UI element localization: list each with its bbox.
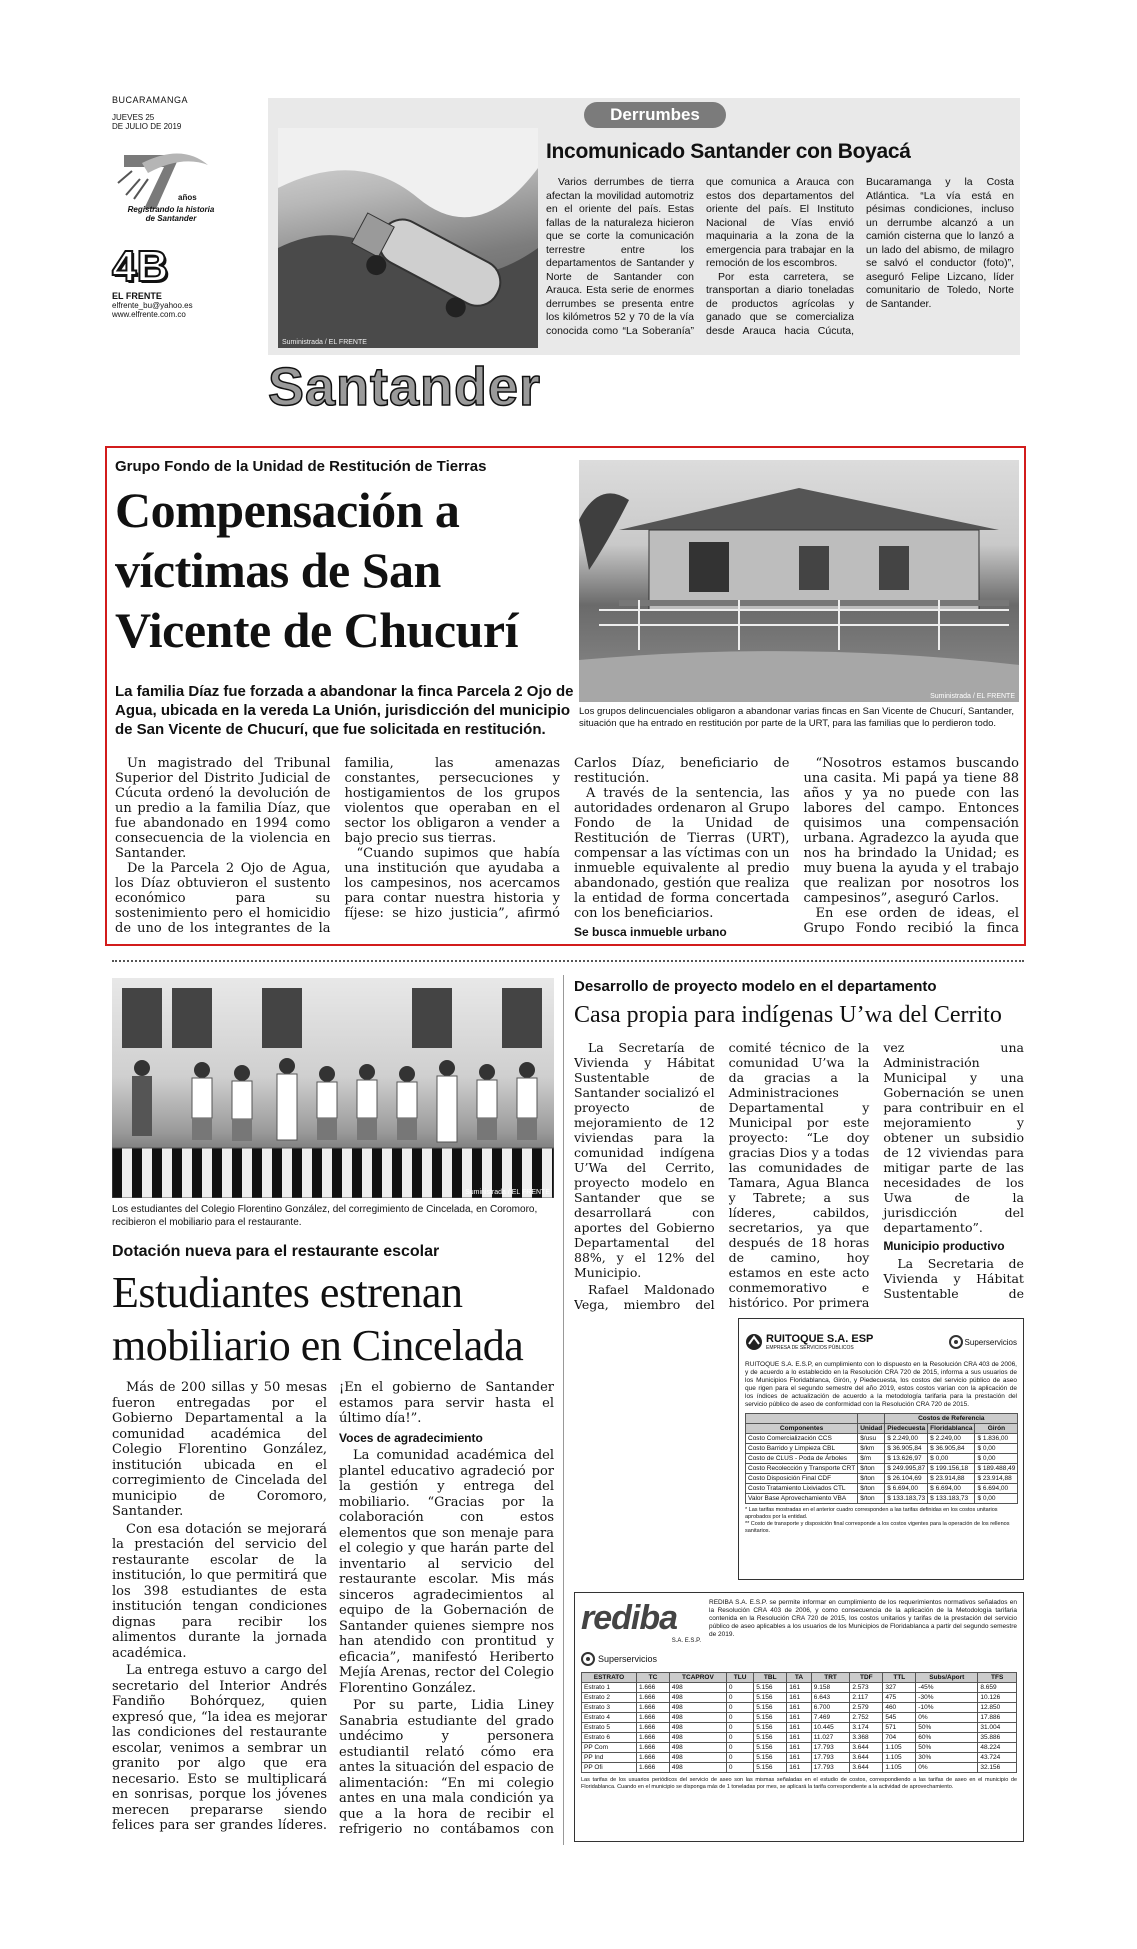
table-cell: 8.659 [978, 1683, 1017, 1693]
casa-paragraph: La Secretaria de Vivienda y Hábitat Sustentable de [883, 1256, 1024, 1301]
table-cell: 0% [916, 1713, 978, 1723]
compensacion-kicker: Grupo Fondo de la Unidad de Restitución de Tierras [115, 458, 487, 475]
table-cell: 12.850 [978, 1703, 1017, 1713]
table-row [746, 1494, 1018, 1504]
compensacion-title: Compensación a víctimas de San Vicente de Chucurí [115, 482, 518, 658]
table-cell: 1.105 [883, 1753, 916, 1763]
table-cell: $ 199.156,18 [928, 1464, 975, 1474]
table-cell: 60% [916, 1733, 978, 1743]
table-cell: 6.643 [811, 1693, 850, 1703]
rediba-notes: Las tarifas de los usuarios periódicos del servicio de aseo son las mismas señaladas en el estudio de costos, correspondiendo a las tarifas de aseo en el municipio de Floridablanca. Cuando en el municipio se disponga más de 1 toneladas por mes, se aplicará la tarifa correspondiente a la actividad de aprovechamiento. [581, 1777, 1017, 1790]
casa-paragraph: La Secretaría de Vivienda y Hábitat Sustentable de Santander socializó el proyecto de mejoramiento de 12 viviendas para la comunidad indígena U’Wa del Cerrito, proyecto modelo en Santander que se desarrollará con aportes del Gobierno Departamental del 88%, y el 12% del Municipio. [574, 1040, 715, 1280]
table-cell: 498 [669, 1733, 726, 1743]
casa-kicker: Desarrollo de proyecto modelo en el departamento [574, 978, 937, 995]
table-cell: Costo Disposición Final CDF [746, 1474, 858, 1484]
table-cell: $ 1.836,00 [975, 1434, 1018, 1444]
page-number: 4B [112, 242, 169, 291]
masthead [112, 95, 272, 319]
ruitoque-table [745, 1413, 1018, 1504]
table-cell: $/km [858, 1444, 885, 1454]
table-cell: 2.752 [850, 1713, 883, 1723]
table-cell: 10.126 [978, 1693, 1017, 1703]
table-cell: 498 [669, 1693, 726, 1703]
table-cell: 3.174 [850, 1723, 883, 1733]
table-cell: 5.156 [754, 1753, 787, 1763]
table-cell: Costo Barrido y Limpieza CBL [746, 1444, 858, 1454]
students-paragraph: La entrega estuvo a cargo del secretario del Interior Andrés Fandiño Bohórquez, quien expresó que, “la idea es mejorar las condiciones del restaurante escolar, venimos a sembrar un granito por algo que era necesario. Esto se multiplicará en sonrisas, porque los jóvenes merecen prepararse siendo felices para ser grandes líderes. ¡En el gobierno de Santander estamos para servir hasta el último día!”. [112, 1380, 554, 1833]
table-cell: Costo de CLUS - Poda de Árboles [746, 1454, 858, 1464]
table-cell: $ 6.694,00 [975, 1484, 1018, 1494]
table-cell: 48.224 [978, 1743, 1017, 1753]
table-row [746, 1474, 1018, 1484]
casa-title: Casa propia para indígenas U’wa del Cerrito [574, 1002, 1002, 1028]
table-cell: 498 [669, 1723, 726, 1733]
tanker-truck-image [278, 128, 538, 348]
table-row [746, 1464, 1018, 1474]
casa-subheading: Municipio productivo [883, 1239, 1005, 1253]
column-rule [563, 975, 564, 1845]
table-cell: $ 0,00 [975, 1494, 1018, 1504]
superservicios-icon [581, 1652, 595, 1666]
table-header: Piedecuesta [885, 1424, 928, 1434]
paper-name: EL FRENTE [112, 291, 162, 301]
table-cell: 10.445 [811, 1723, 850, 1733]
table-cell: 5.156 [754, 1733, 787, 1743]
table-cell: $ 189.488,49 [975, 1464, 1018, 1474]
table-cell: 161 [787, 1703, 812, 1713]
table-cell: 0 [726, 1723, 753, 1733]
table-cell: 35.886 [978, 1733, 1017, 1743]
compensacion-paragraph: A través de la sentencia, las autoridades ordenaron al Grupo Fondo de la Unidad de Restitución de Tierras (URT), compensar a las víctimas con un inmueble equivalente al predio abandonado, gestión que realiza la entidad de forma concertada con los beneficiarios. [574, 786, 790, 921]
table-cell: 161 [787, 1693, 812, 1703]
derrumbes-box [268, 98, 1020, 355]
table-cell: Costo Comercialización CCS [746, 1434, 858, 1444]
table-cell: 5.156 [754, 1723, 787, 1733]
table-cell: 498 [669, 1683, 726, 1693]
table-cell: 11.027 [811, 1733, 850, 1743]
table-cell: 498 [669, 1713, 726, 1723]
table-cell: 460 [883, 1703, 916, 1713]
table-cell: 0 [726, 1703, 753, 1713]
table-cell: $ 133.183,73 [885, 1494, 928, 1504]
rediba-logo-sub: S.A. E.S.P. [671, 1638, 701, 1644]
table-cell: 9.158 [811, 1683, 850, 1693]
ruitoque-text: RUITOQUE S.A. E.S.P, en cumplimiento con lo dispuesto en la Resolución CRA 403 de 2006, y de acuerdo a lo establecido en la Resolución CRA 720 de 2015, informa a sus usuarios de los Municipios Floridablanca, Girón, y Piedecuesta, los costos del servicio público de aseo que rigen para el segundo semestre del año 2019, estos costos varían con la aplicación de los índices de actualización de acuerdo a la metodología tarifaria para la prestación del servicio público de aseo de conformidad con la Resolución CRA 720 de 2015. [745, 1361, 1017, 1408]
table-cell: -10% [916, 1703, 978, 1713]
table-cell: 1.666 [636, 1703, 669, 1713]
derrumbes-credit: Suministrada / EL FRENTE [282, 339, 367, 346]
table-cell: 5.156 [754, 1743, 787, 1753]
table-cell: Estrato 4 [582, 1713, 637, 1723]
table-header: TLU [726, 1673, 753, 1683]
table-cell: 31.004 [978, 1723, 1017, 1733]
table-row [582, 1713, 1017, 1723]
table-cell: Valor Base Aprovechamiento VBA [746, 1494, 858, 1504]
table-cell: $ 26.104,69 [885, 1474, 928, 1484]
ruitoque-logo-icon [745, 1333, 763, 1351]
table-cell: 1.666 [636, 1743, 669, 1753]
compensacion-photo [579, 460, 1019, 702]
table-cell: 3.644 [850, 1753, 883, 1763]
contact-web: www.elfrente.com.co [112, 310, 186, 319]
anniversary-logo [112, 143, 272, 235]
students-subheading: Voces de agradecimiento [339, 1430, 483, 1445]
table-cell: 0 [726, 1753, 753, 1763]
table-header: TTL [883, 1673, 916, 1683]
compensacion-caption: Los grupos delincuenciales obligaron a abandonar varias fincas en San Vicente de Chucurí, Santander, situación que ha entrado en restitución por parte de la URT, para las familias que lo perdieron todo. [579, 706, 1015, 729]
rediba-logo: rediba [581, 1599, 678, 1637]
table-cell: 7.469 [811, 1713, 850, 1723]
masthead-date: JUEVES 25 DE JULIO DE 2019 [112, 113, 182, 131]
contact-email: elfrente_bu@yahoo.es [112, 301, 193, 310]
compensacion-lead: La familia Díaz fue forzada a abandonar la finca Parcela 2 Ojo de Agua, ubicada en la vereda La Unión, jurisdicción del municipio de San Vicente de Chucurí, que fue solicitada en restitución. [115, 683, 574, 738]
table-header: TCAPROV [669, 1673, 726, 1683]
table-row [582, 1733, 1017, 1743]
anniversary-seven-icon [112, 143, 222, 213]
table-cell: 50% [916, 1743, 978, 1753]
students-paragraph: Más de 200 sillas y 50 mesas fueron entregadas por el Gobierno Departamental a la comunidad académica del Colegio Florentino González, institución ubicada en el corregimiento de Cincelada del municipio de Coromoro, Santander. [112, 1380, 327, 1519]
table-cell: $ 0,00 [975, 1454, 1018, 1464]
compensacion-body [115, 756, 1019, 940]
table-cell: Estrato 5 [582, 1723, 637, 1733]
table-cell: 1.105 [883, 1763, 916, 1773]
compensacion-credit: Suministrada / EL FRENTE [930, 693, 1015, 700]
table-cell: $/ton [858, 1474, 885, 1484]
table-header: Girón [975, 1424, 1018, 1434]
table-cell: 0 [726, 1693, 753, 1703]
table-cell: 0% [916, 1763, 978, 1773]
table-cell: 571 [883, 1723, 916, 1733]
table-cell: 1.666 [636, 1683, 669, 1693]
table-cell: Estrato 6 [582, 1733, 637, 1743]
table-cell: $ 249.995,87 [885, 1464, 928, 1474]
table-cell: 498 [669, 1753, 726, 1763]
casa-paragraph: Rafael Maldonado Vega, miembro del comité técnico de la comunidad U’wa la da gracias a la Administraciones Departamental y Municipal por este proyecto: “Le doy gracias Dios y a todas las comunidades de Tamara, Agua Blanca y Tabrete; a sus líderes, cabildos, secretarios, ya que después de 18 horas de camino, hoy estamos en este acto conmemorativo e histórico. Por primera vez una Administración Municipal y una Gobernación se unen para contribuir en el mejoramiento y obtener un subsidio de 12 viviendas para mitigar parte de las necesidades de los Uwa de la jurisdicción del departamento”. [574, 1040, 1024, 1312]
table-cell: 0 [726, 1743, 753, 1753]
rediba-table [581, 1672, 1017, 1773]
table-header: TA [787, 1673, 812, 1683]
table-cell: 161 [787, 1753, 812, 1763]
compensacion-paragraph: “Nosotros estamos buscando una casita. Mi papá ya tiene 88 años y ya no puede con las labores del campo. Entonces quisimos una compensación urbana. Agradezco la ayuda que nos ha brindado la Unidad; es muy buena la ayuda y el trabajo que realizan por nosotros los campesinos”, aseguró Carlos. [803, 756, 1019, 906]
derrumbes-paragraph: Por esta carretera, se transportan a diario toneladas de productos agrícolas y ganado que se comercializa desde Arauca hacia Cúcuta, Bucaramanga y la Costa Atlántica. “La vía está en pésimas condiciones, incluso un derrumbe alcanzó a un camión cisterna que lo lanzó a un lado del abismo, de milagro se salvó el conductor (foto)”, aseguró Felipe Lizcano, líder comunitario de Toledo, Norte de Santander. [706, 176, 1014, 337]
ruitoque-group-header: Costos de Referencia [885, 1414, 1018, 1424]
ruitoque-regulator: Superservicios [964, 1337, 1017, 1347]
table-cell: 161 [787, 1743, 812, 1753]
students-photo [112, 978, 554, 1198]
rediba-regulator: Superservicios [598, 1654, 658, 1664]
table-cell: 17.886 [978, 1713, 1017, 1723]
table-cell: 1.666 [636, 1713, 669, 1723]
table-cell: 161 [787, 1763, 812, 1773]
table-cell: 1.666 [636, 1723, 669, 1733]
table-cell: 498 [669, 1743, 726, 1753]
table-cell: 6.700 [811, 1703, 850, 1713]
students-body [112, 1380, 554, 1840]
table-cell: Estrato 2 [582, 1693, 637, 1703]
table-cell: PP Com [582, 1743, 637, 1753]
table-header: ESTRATO [582, 1673, 637, 1683]
compensacion-paragraph: Un magistrado del Tribunal Superior del Distrito Judicial de Cúcuta ordenó la devolución de un predio a la familia Díaz, que fue abandonado en 1994 como consecuencia de la violencia en Santander. [115, 756, 331, 861]
derrumbes-tag: Derrumbes [584, 102, 726, 128]
table-cell: 2.573 [850, 1683, 883, 1693]
table-cell: 1.666 [636, 1733, 669, 1743]
table-cell: 1.666 [636, 1763, 669, 1773]
table-cell: 1.666 [636, 1753, 669, 1763]
table-cell: Costo Recolección y Transporte CRT [746, 1464, 858, 1474]
table-header: TDF [850, 1673, 883, 1683]
table-cell: $ 6.694,00 [885, 1484, 928, 1494]
table-cell: 5.156 [754, 1683, 787, 1693]
table-cell: $/m [858, 1454, 885, 1464]
table-row [582, 1743, 1017, 1753]
compensacion-paragraph: “Cuando supimos que había una institución que ayudaba a los campesinos, nos acercamos para contar nuestra historia y fíjese: se hizo justicia”, afirmó Carlos Díaz, beneficiario de restitución. [344, 756, 790, 921]
table-header: TFS [978, 1673, 1017, 1683]
students-credit: Suministrada / EL FRENTE [465, 1189, 550, 1196]
table-cell: -45% [916, 1683, 978, 1693]
casa-body [574, 1040, 1024, 1315]
table-header [858, 1414, 885, 1424]
table-row [746, 1484, 1018, 1494]
table-header [746, 1414, 858, 1424]
students-kicker: Dotación nueva para el restaurante escolar [112, 1243, 440, 1260]
table-row [746, 1434, 1018, 1444]
table-cell: 3.644 [850, 1743, 883, 1753]
compensacion-subheading: Se busca inmueble urbano [574, 925, 727, 939]
separator [112, 960, 1024, 962]
farmhouse-image [579, 460, 1019, 702]
ruitoque-note: * Las tarifas mostradas en el anterior cuadro corresponden a las tarifas definidas en los costos unitarios aprobados por la entidad. [745, 1507, 998, 1520]
table-header: Subs/Aport [916, 1673, 978, 1683]
table-header: Componentes [746, 1424, 858, 1434]
table-cell: $ 2.249,00 [885, 1434, 928, 1444]
superservicios-icon [949, 1335, 963, 1349]
table-row [582, 1693, 1017, 1703]
table-cell: 0 [726, 1683, 753, 1693]
students-caption: Los estudiantes del Colegio Florentino González, del corregimiento de Cincelada, en Coromoro, recibieron el mobiliario para el restaurante. [112, 1204, 538, 1228]
derrumbes-body [546, 176, 1014, 338]
table-cell: $ 0,00 [928, 1454, 975, 1464]
table-cell: 1.666 [636, 1693, 669, 1703]
table-cell: 43.724 [978, 1753, 1017, 1763]
ruitoque-logo: RUITOQUE S.A. ESP [766, 1333, 874, 1345]
table-cell: $/ton [858, 1494, 885, 1504]
table-cell: $ 133.183,73 [928, 1494, 975, 1504]
table-cell: 5.156 [754, 1763, 787, 1773]
table-cell: Estrato 3 [582, 1703, 637, 1713]
table-cell: $ 23.914,88 [928, 1474, 975, 1484]
table-cell: 30% [916, 1753, 978, 1763]
table-cell: $ 36.905,84 [885, 1444, 928, 1454]
table-cell: 161 [787, 1733, 812, 1743]
compensacion-paragraph: De la Parcela 2 Ojo de Agua, los Díaz obtuvieron el sustento económico para su sostenimiento pero el homicidio de uno de los integrantes de la familia, las amenazas constantes, persecuciones y hostigamientos de los grupos violentos que operaban en el sector los obligaron a vender a bajo precio sus tierras. [115, 756, 560, 936]
table-row [746, 1454, 1018, 1464]
students-paragraph: La comunidad académica del plantel educativo agradeció por la gestión y entrega del mobiliario. “Gracias por la colaboración con estos elementos que son menaje para el colegio y que harán parte del inventario al servicio del restaurante escolar. Mis más sinceros agradecimientos al equipo de la Gobernación de Santander quienes siempre nos han atendido con prontitud y eficacia”, manifestó Heriberto Mejía Arenas, rector del Colegio Florentino González. [339, 1448, 554, 1696]
students-paragraph: Con esa dotación se mejorará la prestación del servicio del restaurante escolar de la institución, lo que permitirá que los 398 estudiantes de esta institución tengan condiciones dignas para recibir los alimentos durante la jornada académica. [112, 1521, 327, 1661]
table-cell: 0 [726, 1763, 753, 1773]
table-row [582, 1683, 1017, 1693]
table-cell: 17.793 [811, 1753, 850, 1763]
table-cell: 161 [787, 1713, 812, 1723]
anniversary-suffix: años [178, 193, 197, 202]
students-group-image [112, 978, 554, 1198]
table-cell: $ 36.905,84 [928, 1444, 975, 1454]
table-header: TRT [811, 1673, 850, 1683]
table-cell: 17.793 [811, 1763, 850, 1773]
table-cell: 5.156 [754, 1693, 787, 1703]
compensacion-article [105, 446, 1026, 946]
table-cell: 161 [787, 1683, 812, 1693]
table-cell: 3.644 [850, 1763, 883, 1773]
table-header: Unidad [858, 1424, 885, 1434]
table-header: TC [636, 1673, 669, 1683]
table-cell: $ 2.249,00 [928, 1434, 975, 1444]
table-cell: 1.105 [883, 1743, 916, 1753]
rediba-ad [574, 1592, 1024, 1842]
table-cell: PP Ind [582, 1753, 637, 1763]
ruitoque-logo-sub: EMPRESA DE SERVICIOS PÚBLICOS [766, 1345, 854, 1351]
derrumbes-title: Incomunicado Santander con Boyacá [546, 140, 911, 163]
table-header: Floridablanca [928, 1424, 975, 1434]
table-cell: $ 23.914,88 [975, 1474, 1018, 1484]
table-cell: $/ton [858, 1464, 885, 1474]
table-cell: $ 6.694,00 [928, 1484, 975, 1494]
table-cell: 32.156 [978, 1763, 1017, 1773]
compensacion-paragraph: En ese orden de ideas, el Grupo Fondo recibió la finca [803, 906, 1019, 936]
table-cell: 5.156 [754, 1713, 787, 1723]
table-row [582, 1703, 1017, 1713]
ruitoque-ad [738, 1318, 1024, 1580]
table-cell: $/usu [858, 1434, 885, 1444]
masthead-city: BUCARAMANGA [112, 95, 189, 105]
table-cell: $ 13.626,97 [885, 1454, 928, 1464]
table-header: TBL [754, 1673, 787, 1683]
table-cell: PP Ofi [582, 1763, 637, 1773]
table-cell: 2.579 [850, 1703, 883, 1713]
table-cell: 17.793 [811, 1743, 850, 1753]
students-paragraph: Por su parte, Lidia Liney Sanabria estudiante del grado undécimo y personera estudiantil relató cómo era antes la situación del espacio de alimentación: “En mi colegio antes en una mala condición ya que a la hora de recibir el refrigerio no contábamos con [339, 1698, 554, 1837]
table-cell: 5.156 [754, 1703, 787, 1713]
table-cell: 0 [726, 1733, 753, 1743]
students-title: Estudiantes estrenan mobiliario en Cincelada [112, 1268, 524, 1370]
table-row [582, 1753, 1017, 1763]
table-cell: 704 [883, 1733, 916, 1743]
table-row [582, 1723, 1017, 1733]
table-cell: 545 [883, 1713, 916, 1723]
ruitoque-note: ** Costo de transporte y disposición final corresponde a los costos vigentes para la operación de los rellenos sanitarios. [745, 1521, 1010, 1534]
table-cell: $ 0,00 [975, 1444, 1018, 1454]
table-cell: 498 [669, 1763, 726, 1773]
table-cell: $/ton [858, 1484, 885, 1494]
table-cell: 475 [883, 1693, 916, 1703]
table-cell: 498 [669, 1703, 726, 1713]
table-cell: Costo Tratamiento Lixiviados CTL [746, 1484, 858, 1494]
table-cell: 0 [726, 1713, 753, 1723]
derrumbes-paragraph: Varios derrumbes de tierra afectan la movilidad automotriz en el oriente del país. Estas fallas de la naturaleza hicieron que se corte la comunicación terrestre entre los departamentos de Santander y Norte de Santander con Arauca. Esta serie de enormes derrumbes se presenta entre los kilómetros 52 y 70 de la vía conocida como “La Soberanía” que comunica a Arauca con estos dos departamentos del oriente del país. El Instituto Nacional de Vías envió maquinaria a la zona de la emergencia para trabajar en la remoción de los escombros. [546, 176, 854, 337]
derrumbes-photo [278, 128, 538, 348]
table-row [582, 1763, 1017, 1773]
section-title: Santander [268, 357, 542, 417]
table-cell: 2.117 [850, 1693, 883, 1703]
table-cell: 327 [883, 1683, 916, 1693]
table-cell: -30% [916, 1693, 978, 1703]
table-cell: 50% [916, 1723, 978, 1733]
table-cell: 161 [787, 1723, 812, 1733]
table-row [746, 1444, 1018, 1454]
anniversary-tagline: Registrando la historia de Santander [127, 205, 215, 223]
rediba-text: REDIBA S.A. E.S.P. se permite informar en cumplimiento de los requerimientos normativos señalados en la Resolución CRA 403 de 2006, y como consecuencia de la aplicación de la Metodología tarifaria contenida en la Resolución CRA 720 de 2015, los costos unitarios y tarifas de la prestación del servicio público de aseo aplicables a los usuarios de los Municipios de Floridablanca a partir del segundo semestre de 2019. [709, 1599, 1017, 1638]
table-cell: 3.368 [850, 1733, 883, 1743]
table-cell: Estrato 1 [582, 1683, 637, 1693]
